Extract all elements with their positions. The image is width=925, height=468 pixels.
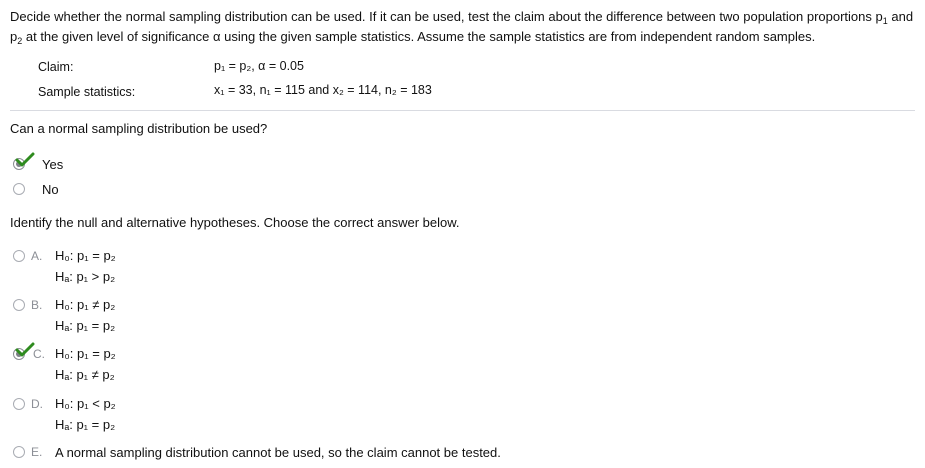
intro-line-2-pre: p bbox=[10, 29, 18, 44]
option-b-h0[interactable]: H₀: p₁ ≠ p₂ bbox=[55, 297, 116, 312]
option-c-letter: C. bbox=[33, 347, 45, 361]
checkmark-icon bbox=[15, 342, 35, 358]
radio-option-e[interactable] bbox=[13, 446, 25, 458]
radio-option-d[interactable] bbox=[13, 398, 25, 410]
option-c-ha[interactable]: Hₐ: p₁ ≠ p₂ bbox=[55, 367, 115, 382]
intro-line-1: Decide whether the normal sampling distribution can be used. If it can be used, test the claim about the difference between two population proportions p bbox=[10, 9, 883, 24]
option-c-h0[interactable]: H₀: p₁ = p₂ bbox=[55, 346, 116, 361]
radio-no[interactable] bbox=[13, 183, 25, 195]
option-a-letter: A. bbox=[31, 249, 43, 263]
option-e-letter: E. bbox=[31, 445, 43, 459]
option-d-ha[interactable]: Hₐ: p₁ = p₂ bbox=[55, 417, 116, 432]
question-text bbox=[10, 7, 915, 47]
intro-and: and bbox=[887, 9, 914, 24]
option-e-text[interactable]: A normal sampling distribution cannot be used, so the claim cannot be tested. bbox=[55, 445, 501, 460]
option-b-ha[interactable]: Hₐ: p₁ = p₂ bbox=[55, 318, 116, 333]
claim-label: Claim: bbox=[38, 60, 74, 74]
option-b-letter: B. bbox=[31, 298, 43, 312]
intro-sub-1: 1 bbox=[882, 16, 888, 26]
sample-stats-value: x₁ = 33, n₁ = 115 and x₂ = 114, n₂ = 183 bbox=[214, 83, 432, 97]
radio-option-a[interactable] bbox=[13, 250, 25, 262]
divider bbox=[10, 110, 915, 111]
option-d-h0[interactable]: H₀: p₁ < p₂ bbox=[55, 396, 116, 411]
radio-option-b[interactable] bbox=[13, 299, 25, 311]
intro-sub-2: 2 bbox=[17, 36, 23, 46]
option-a-ha[interactable]: Hₐ: p₁ > p₂ bbox=[55, 269, 116, 284]
intro-line-2: at the given level of significance α using the given sample statistics. Assume the sample statistics are from independent random samples. bbox=[22, 29, 816, 44]
part1-prompt: Can a normal sampling distribution be used? bbox=[10, 121, 268, 136]
claim-value: p₁ = p₂, α = 0.05 bbox=[214, 59, 304, 73]
option-d-letter: D. bbox=[31, 397, 43, 411]
sample-stats-label: Sample statistics: bbox=[38, 85, 136, 99]
option-yes-label[interactable]: Yes bbox=[42, 157, 64, 172]
checkmark-icon bbox=[15, 152, 35, 168]
option-a-h0[interactable]: H₀: p₁ = p₂ bbox=[55, 248, 116, 263]
option-no-label[interactable]: No bbox=[42, 182, 59, 197]
part2-prompt: Identify the null and alternative hypotheses. Choose the correct answer below. bbox=[10, 215, 460, 230]
